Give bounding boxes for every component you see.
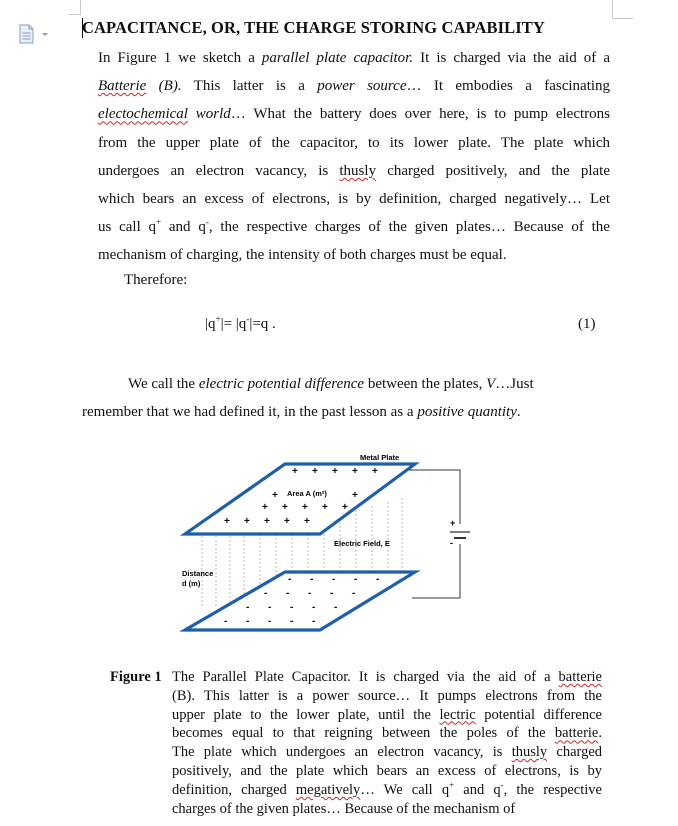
positive-charge-sign: + — [304, 516, 310, 527]
negative-charge-sign: - — [290, 602, 294, 613]
caption-line: charges of the given plates… Because of the mechanism of — [172, 800, 516, 817]
caption-line: The Parallel Plate Capacitor. It is charged via the aid of a batterie — [172, 669, 602, 685]
caption-line: The plate which undergoes an electron vacancy, is thusly charged — [172, 744, 603, 761]
positive-charge-sign: + — [284, 516, 290, 527]
capacitor-figure — [180, 448, 480, 640]
positive-charge-sign: + — [244, 516, 250, 527]
caption-label: Figure 1 — [110, 669, 162, 685]
margin-corner-top-right — [612, 0, 633, 19]
negative-charge-sign: - — [310, 574, 314, 585]
text-line: electochemical world… What the battery does over here, is to pump electrons — [98, 106, 610, 123]
paragraph-intro — [98, 44, 610, 270]
positive-charge-sign: + — [292, 466, 298, 477]
spelling-flag: megatively — [295, 781, 361, 798]
caption-text — [172, 668, 602, 818]
positive-charge-sign: + — [302, 502, 308, 513]
chevron-down-icon — [42, 33, 48, 36]
positive-charge-sign: + — [342, 502, 348, 513]
positive-charge-sign: + — [372, 466, 378, 477]
negative-charge-sign: - — [376, 574, 380, 585]
negative-charge-sign: - — [268, 602, 272, 613]
text-line: which bears an excess of electrons, is by definition, charged negatively… Let — [98, 191, 610, 208]
negative-charge-sign: - — [224, 616, 228, 627]
paragraph-potential — [82, 370, 582, 426]
spelling-flag: electochemical — [98, 106, 188, 123]
caption-line: (B). This latter is a power source… It pumps electrons from the — [172, 687, 602, 704]
negative-charge-sign: - — [352, 588, 356, 599]
positive-charge-sign: + — [322, 502, 328, 513]
spelling-flag: thusly — [511, 744, 548, 761]
text-line: In Figure 1 we sketch a parallel plate capacitor. It is charged via the aid of a — [98, 50, 610, 66]
text-line: We call the electric potential difference between the plates, V…Just — [128, 376, 534, 392]
text-line: Batterie (B). This latter is a power source… It embodies a fascinating — [98, 78, 611, 95]
text-line: us call q+ and q-, the respective charges of the given plates… Because of the — [98, 217, 610, 236]
positive-charge-sign: + — [272, 490, 278, 501]
negative-charge-sign: - — [330, 588, 334, 599]
caption-line: upper plate to the lower plate, until the lectric potential difference — [172, 706, 602, 723]
document-options-button[interactable] — [18, 24, 54, 44]
equation-number: (1) — [578, 316, 596, 332]
text-line: remember that we had defined it, in the past lesson as a positive quantity. — [82, 404, 521, 420]
positive-charge-sign: + — [224, 516, 230, 527]
metal-plate-label: Metal Plate — [360, 453, 400, 462]
negative-charge-sign: - — [288, 574, 292, 585]
negative-charge-sign: - — [334, 602, 338, 613]
electric-field-label: Electric Field, E — [334, 539, 390, 548]
positive-charge-sign: + — [262, 502, 268, 513]
positive-charge-sign: + — [332, 466, 338, 477]
negative-charge-sign: - — [332, 574, 336, 585]
spelling-flag: Batterie — [98, 78, 147, 95]
document-icon — [18, 24, 54, 44]
page-heading: CAPACITANCE, OR, THE CHARGE STORING CAPABILITY — [82, 18, 545, 37]
negative-charge-sign: - — [264, 588, 268, 599]
negative-charge-sign: - — [308, 588, 312, 599]
positive-charge-sign: + — [312, 466, 318, 477]
text-line: mechanism of charging, the intensity of both charges must be equal. — [98, 247, 507, 264]
battery-minus-sign: - — [450, 538, 453, 548]
positive-charge-sign: + — [352, 466, 358, 477]
caption-line: definition, charged megatively… We call q+ and q-, the respective — [172, 779, 602, 798]
negative-charge-sign: - — [312, 602, 316, 613]
negative-charge-sign: - — [246, 616, 250, 627]
equation: |q+|= |q-|=q . — [205, 314, 276, 332]
distance-unit-label: d (m) — [182, 579, 201, 588]
spelling-flag: lectric — [439, 706, 476, 723]
caption-line: positively, and the plate which bears an excess of electrons, is by — [172, 762, 602, 779]
negative-charge-sign: - — [354, 574, 358, 585]
therefore-label: Therefore: — [124, 272, 188, 288]
negative-charge-sign: - — [246, 602, 250, 613]
lower-plate — [185, 572, 415, 630]
negative-charge-sign: - — [290, 616, 294, 627]
battery-plus-sign: + — [450, 518, 456, 528]
caption-line: becomes equal to that reigning between the poles of the batterie. — [172, 725, 602, 742]
negative-charge-sign: - — [268, 616, 272, 627]
margin-corner-top-left — [68, 0, 81, 15]
distance-label: Distance — [182, 569, 214, 578]
spelling-flag: batterie — [558, 669, 602, 685]
positive-charge-sign: + — [352, 490, 358, 501]
spelling-flag: batterie — [554, 725, 599, 742]
spelling-flag: thusly — [339, 162, 377, 179]
upper-plate — [185, 464, 415, 534]
negative-charge-sign: - — [286, 588, 290, 599]
text-line: undergoes an electron vacancy, is thusly charged positively, and the plate — [98, 162, 610, 179]
area-label: Area A (m²) — [287, 489, 327, 498]
positive-charge-sign: + — [264, 516, 270, 527]
text-line: from the upper plate of the capacitor, to its lower plate. The plate which — [98, 134, 610, 151]
positive-charge-sign: + — [282, 502, 288, 513]
negative-charge-sign: - — [312, 616, 316, 627]
